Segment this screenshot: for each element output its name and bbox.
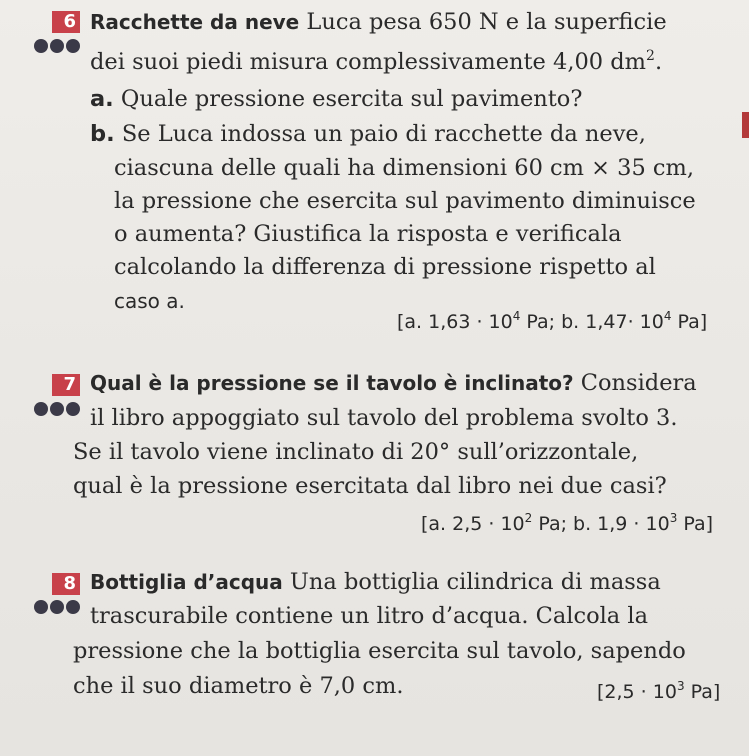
question-6b-line-2: ciascuna delle quali ha dimensioni 60 cm × 35 cm,: [114, 155, 695, 181]
difficulty-dot: [50, 39, 64, 53]
problem-6-answer: [397, 302, 707, 336]
exponent: 2: [646, 48, 655, 64]
problem-8-title: Bottiglia d’acqua: [90, 570, 283, 594]
page-edge-tab: [742, 112, 749, 138]
difficulty-dots-8: [34, 600, 80, 614]
question-label: a.: [90, 86, 114, 112]
problem-7-number: 7: [52, 374, 80, 396]
answer-text: [2,5 · 10: [597, 681, 677, 703]
exponent: 2: [524, 511, 533, 525]
answer-text: Pa]: [677, 513, 714, 535]
problem-6-heading: [90, 7, 667, 37]
question-6b: [90, 119, 646, 149]
problem-7-line-4: qual è la pressione esercitata dal libro nei due casi?: [73, 473, 667, 499]
problem-7-line-2: il libro appoggiato sul tavolo del problema svolto 3.: [90, 405, 678, 431]
answer-text: Pa; b. 1,9 · 10: [532, 513, 670, 535]
difficulty-dot: [34, 39, 48, 53]
question-6b-line-3: la pressione che esercita sul pavimento diminuisce: [114, 188, 696, 214]
problem-8-line-2: trascurabile contiene un litro d’acqua. Calcola la: [90, 603, 648, 629]
difficulty-dot: [50, 600, 64, 614]
difficulty-dot: [34, 402, 48, 416]
difficulty-dot: [66, 39, 80, 53]
question-6b-line-6: caso a.: [114, 289, 185, 313]
problem-7-heading: [90, 368, 697, 398]
difficulty-dot: [66, 600, 80, 614]
problem-6-number: 6: [52, 11, 80, 33]
text: .: [654, 49, 663, 75]
problem-8-intro: Una bottiglia cilindrica di massa: [289, 569, 661, 595]
answer-text: Pa; b. 1,47· 10: [520, 311, 664, 333]
difficulty-dot: [66, 402, 80, 416]
problem-8-number: 8: [52, 573, 80, 595]
problem-6-line-2: [90, 41, 662, 77]
question-6a: [90, 84, 582, 114]
question-text: Quale pressione esercita sul pavimento?: [120, 86, 583, 112]
problem-7-intro: Considera: [580, 370, 697, 396]
problem-8-line-3: pressione che la bottiglia esercita sul tavolo, sapendo: [73, 638, 686, 664]
text: Se il tavolo viene inclinato di 20°: [73, 439, 451, 465]
problem-7-line-3: [73, 437, 638, 467]
problem-8-answer: [597, 672, 720, 706]
problem-8-line-4: che il suo diametro è 7,0 cm.: [73, 673, 404, 699]
difficulty-dots-7: [34, 402, 80, 416]
exponent: 4: [512, 309, 521, 323]
exponent: 3: [669, 511, 678, 525]
question-6b-line-5: calcolando la differenza di pressione rispetto al: [114, 254, 656, 280]
problem-8-heading: [90, 567, 661, 597]
problem-7-title: Qual è la pressione se il tavolo è inclinato?: [90, 371, 574, 395]
exponent: 4: [663, 309, 672, 323]
question-text: Se Luca indossa un paio di racchette da neve,: [121, 121, 646, 147]
difficulty-dot: [50, 402, 64, 416]
question-label: b.: [90, 121, 115, 147]
answer-text: [a. 1,63 · 10: [397, 311, 513, 333]
difficulty-dot: [34, 600, 48, 614]
exponent: 3: [676, 679, 685, 693]
answer-text: Pa]: [684, 681, 721, 703]
problem-6-intro: Luca pesa 650 N e la superficie: [306, 9, 667, 35]
answer-text: Pa]: [671, 311, 708, 333]
difficulty-dots-6: [34, 39, 80, 53]
problem-6-title: Racchette da neve: [90, 10, 300, 34]
problem-7-answer: [421, 504, 713, 538]
question-6b-line-4: o aumenta? Giustifica la risposta e verificala: [114, 221, 622, 247]
text: dei suoi piedi misura complessivamente 4,00 dm: [90, 49, 647, 75]
text: sull’orizzontale,: [450, 439, 639, 465]
answer-text: [a. 2,5 · 10: [421, 513, 525, 535]
